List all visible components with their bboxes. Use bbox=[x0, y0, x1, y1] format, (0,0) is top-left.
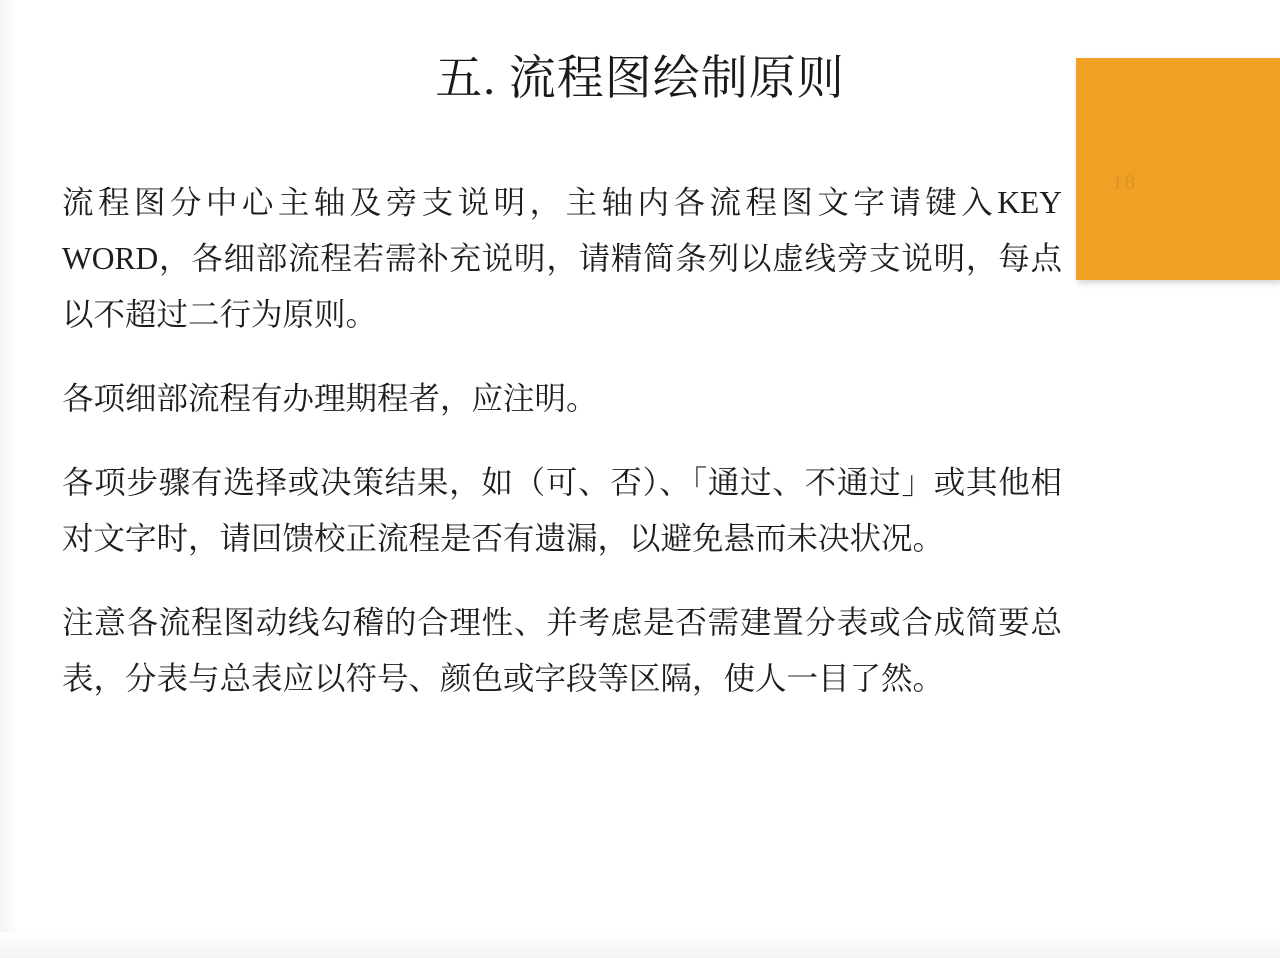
body-paragraph: 各项步骤有选择或决策结果，如（可、否）、「通过、不通过」或其他相对文字时，请回馈校正流程是否有遗漏，以避免悬而未决状况。 bbox=[62, 465, 1062, 556]
body-paragraph: 各项细部流程有办理期程者，应注明。 bbox=[62, 381, 598, 416]
page-number: 18 bbox=[1112, 170, 1137, 194]
accent-color-block bbox=[1076, 58, 1280, 280]
slide-title: 五. 流程图绘制原则 bbox=[435, 53, 845, 105]
body-paragraph: 流程图分中心主轴及旁支说明，主轴内各流程图文字请键入KEY WORD，各细部流程若需补充说明，请精简条列以虚线旁支说明，每点以不超过二行为原则。 bbox=[62, 185, 1062, 332]
body-paragraph: 注意各流程图动线勾稽的合理性、并考虑是否需建置分表或合成简要总表，分表与总表应以符号、颜色或字段等区隔，使人一目了然。 bbox=[62, 605, 1062, 696]
slide-body bbox=[62, 175, 1062, 707]
